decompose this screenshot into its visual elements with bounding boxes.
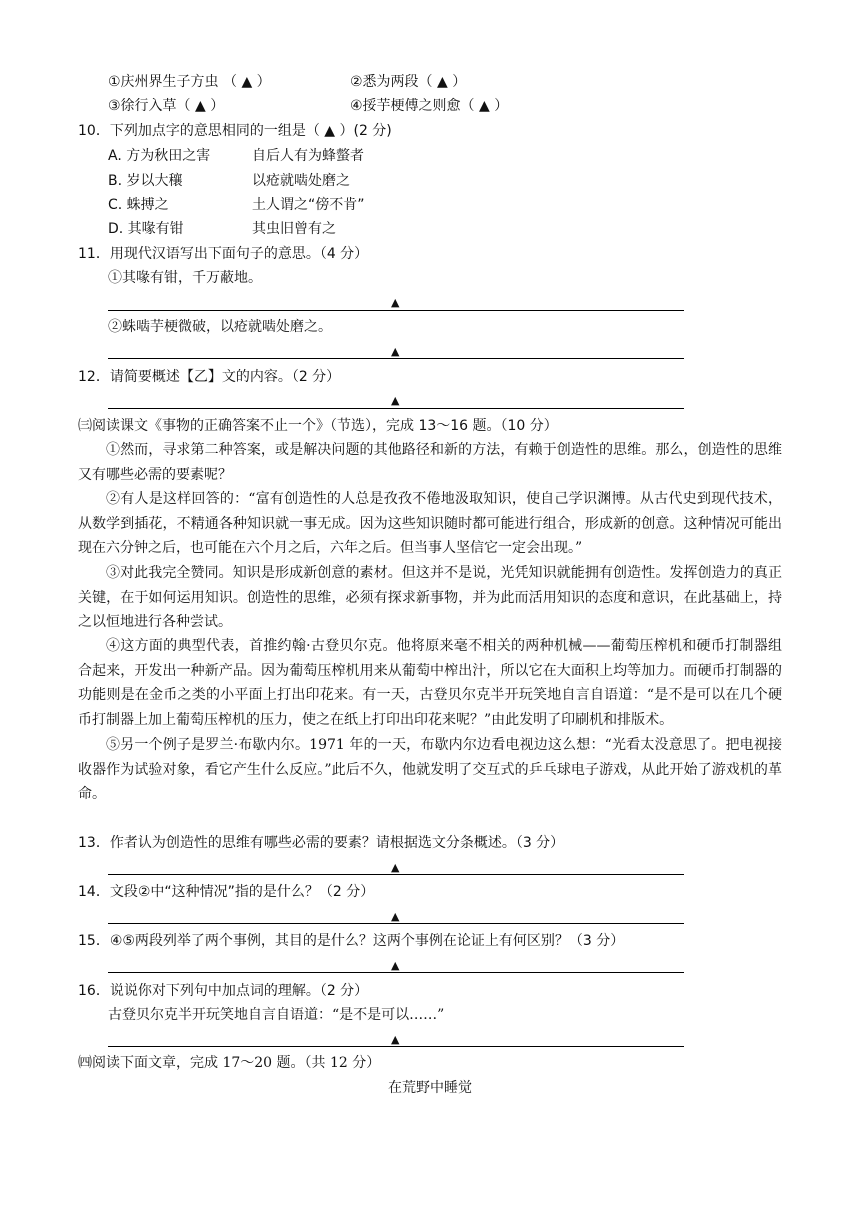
passage-paragraph-2: ②有人是这样回答的：“富有创造性的人总是孜孜不倦地汲取知识，使自己学识渊博。从古代史到现代技术，从数学到插花，不精通各种知识就一事无成。因为这些知识随时都可能进行组合，形成新的创意。这种情况可能出现在六分钟之后，也可能在六个月之后，六年之后。但当事人坚信它一定会出现。” xyxy=(78,491,782,556)
answer-mark: ▲ xyxy=(391,296,400,309)
q16-stem: 16．说说你对下列句中加点词的理解。（2 分） xyxy=(78,983,369,999)
answer-mark: ▲ xyxy=(391,959,400,972)
q9-item-1: ①庆州界生子方虫 （ ▲ ） xyxy=(108,74,271,90)
q15-stem: 15．④⑤两段列举了两个事例，其目的是什么？这两个事例在论证上有何区别？（3 分） xyxy=(78,933,625,949)
q12-stem: 12．请简要概述【乙】文的内容。（2 分） xyxy=(78,369,341,385)
passage-paragraph-4: ④这方面的典型代表，首推约翰·古登贝尔克。他将原来毫不相关的两种机械——葡萄压榨机和硬币打制器组合起来，开发出一种新产品。因为葡萄压榨机用来从葡萄中榨出汁，所以它在大面积上均等加力。而硬币打制器的功能则是在金币之类的小平面上打出印花来。有一天，古登贝尔克半开玩笑地自言自语道：“是不是可以在几个硬币打制器上加上葡萄压榨机的压力，使之在纸上打印出印花来呢？”由此发明了印刷机和排版术。 xyxy=(78,638,782,728)
answer-line[interactable] xyxy=(108,874,684,875)
q9-item-4: ④挼芋梗傅之则愈（ ▲ ） xyxy=(350,98,509,114)
answer-mark: ▲ xyxy=(391,345,400,358)
passage-paragraph-3: ③对此我完全赞同。知识是形成新创意的素材。但这并不是说，光凭知识就能拥有创造性。发挥创造力的真正关键，在于如何运用知识。创造性的思维，必须有探求新事物，并为此而活用知识的态度和意识，在此基础上，持之以恒地进行各种尝试。 xyxy=(78,565,782,630)
article-title: 在荒野中睡觉 xyxy=(388,1080,472,1096)
q10-option-a-right: 自后人有为蜂螫者 xyxy=(252,148,364,164)
answer-mark: ▲ xyxy=(391,394,400,407)
q14-stem: 14．文段②中“这种情况”指的是什么？（2 分） xyxy=(78,884,375,900)
answer-line[interactable] xyxy=(108,972,684,973)
q16-quote: 古登贝尔克半开玩笑地自言自语道：“是不是可以……” xyxy=(108,1007,445,1023)
q10-stem: 10．下列加点字的意思相同的一组是（ ▲ ）(2 分) xyxy=(78,123,392,139)
q11-stem: 11．用现代汉语写出下面句子的意思。（4 分） xyxy=(78,246,369,262)
passage-paragraph-1: ①然而，寻求第二种答案，或是解决问题的其他路径和新的方法，有赖于创造性的思维。那么，创造性的思维又有哪些必需的要素呢？ xyxy=(78,442,782,483)
q11-sentence-1: ①其喙有钳，千万蔽地。 xyxy=(108,270,262,286)
answer-mark: ▲ xyxy=(391,1033,400,1046)
answer-line[interactable] xyxy=(108,310,684,311)
q10-option-d-right: 其虫旧曾有之 xyxy=(252,221,336,237)
section-4-intro: ㈣阅读下面文章，完成 17～20 题。（共 12 分） xyxy=(78,1055,381,1071)
answer-line[interactable] xyxy=(108,1046,684,1047)
q10-option-c-left: C. 蛛搏之 xyxy=(108,197,169,213)
q13-stem: 13．作者认为创造性的思维有哪些必需的要素？请根据选文分条概述。（3 分） xyxy=(78,835,565,851)
q9-item-3: ③徐行入草（ ▲ ） xyxy=(108,98,225,114)
q10-option-a-left: A. 方为秋田之害 xyxy=(108,148,211,164)
answer-mark: ▲ xyxy=(391,861,400,874)
q10-option-d-left: D. 其喙有钳 xyxy=(108,221,184,237)
q10-option-b-right: 以疮就啮处磨之 xyxy=(252,173,350,189)
q10-option-b-left: B. 岁以大穰 xyxy=(108,173,183,189)
answer-line[interactable] xyxy=(108,408,684,409)
section-3-intro: ㈢阅读课文《事物的正确答案不止一个》（节选），完成 13～16 题。（10 分） xyxy=(78,418,558,434)
answer-mark: ▲ xyxy=(391,910,400,923)
q10-option-c-right: 土人谓之“傍不肯” xyxy=(252,197,365,213)
passage-paragraph-5: ⑤另一个例子是罗兰·布歇内尔。1971 年的一天，布歇内尔边看电视边这么想：“光看太没意思了。把电视接收器作为试验对象，看它产生什么反应。”此后不久，他就发明了交互式的乒乓球电子游戏，从此开始了游戏机的革命。 xyxy=(78,737,782,802)
q9-item-2: ②悉为两段（ ▲ ） xyxy=(350,74,467,90)
q11-sentence-2: ②蛛啮芋梗微破，以疮就啮处磨之。 xyxy=(108,319,332,335)
answer-line[interactable] xyxy=(108,923,684,924)
answer-line[interactable] xyxy=(108,358,684,359)
